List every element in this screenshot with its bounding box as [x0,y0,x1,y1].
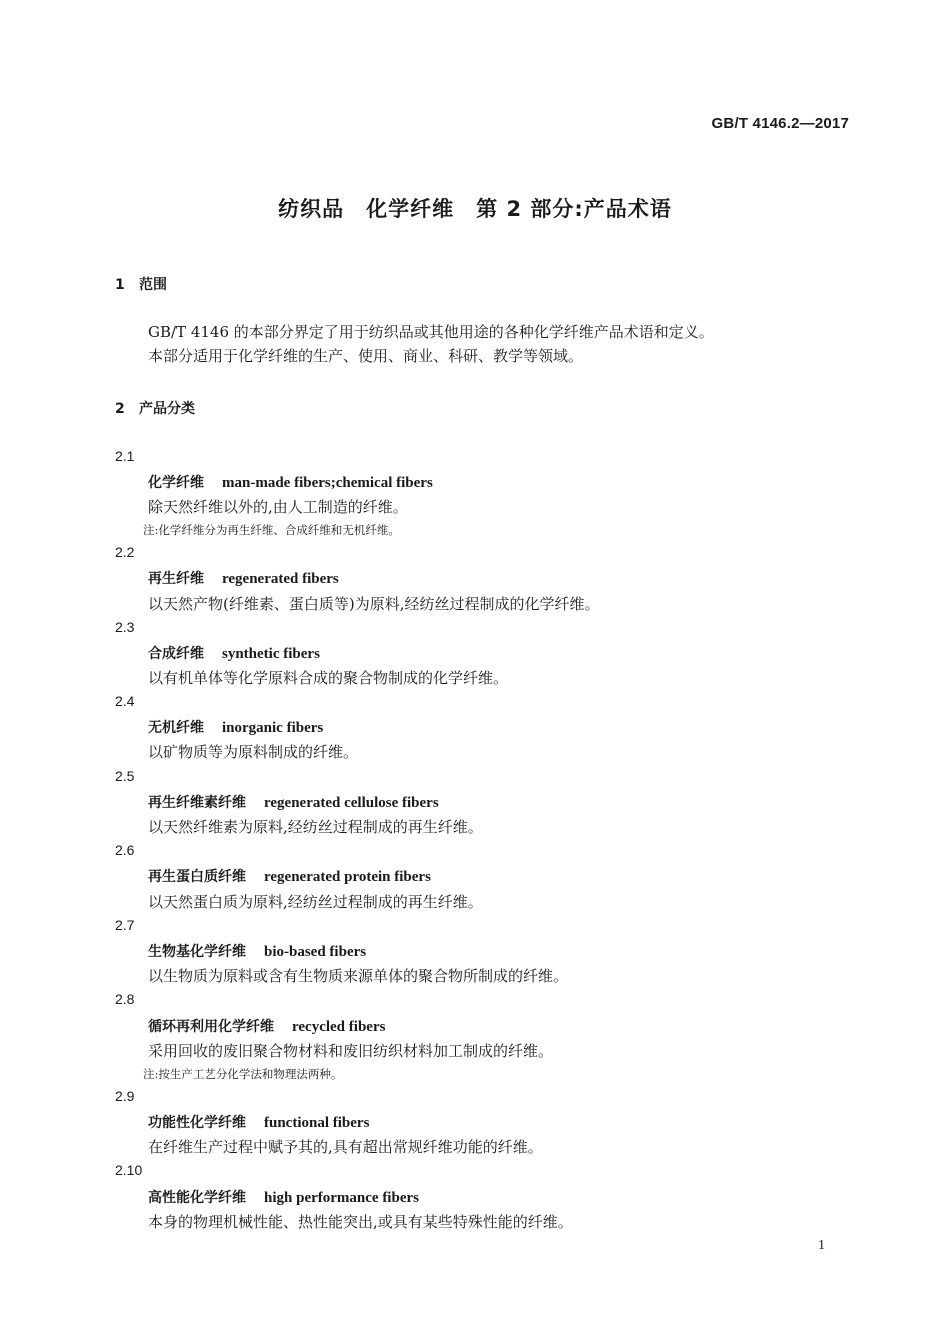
section-number: 1 [115,277,125,293]
term-number: 2.6 [115,842,135,858]
section-title: 范围 [139,277,167,293]
term-definition: 以生物质为原料或含有生物质来源单体的聚合物所制成的纤维。 [148,967,569,985]
section-1-paragraph-1: GB/T 4146 的本部分界定了用于纺织品或其他用途的各种化学纤维产品术语和定义。 [148,323,714,341]
page-number: 1 [818,1238,825,1253]
term-heading [148,1187,419,1207]
term-chinese: 无机纤维 [148,720,204,736]
term-english: man-made fibers;chemical fibers [222,475,433,491]
section-1-paragraph-2: 本部分适用于化学纤维的生产、使用、商业、科研、教学等领域。 [148,347,584,365]
term-chinese: 高性能化学纤维 [148,1190,246,1206]
term-heading [148,717,323,737]
term-definition: 本身的物理机械性能、热性能突出,或具有某些特殊性能的纤维。 [148,1213,573,1231]
term-definition: 以矿物质等为原料制成的纤维。 [148,743,359,761]
term-note: 注:化学纤维分为再生纤维、合成纤维和无机纤维。 [143,523,400,537]
term-heading [148,568,339,588]
standard-code: GB/T 4146.2—2017 [711,115,849,132]
term-english: regenerated protein fibers [264,869,431,885]
term-heading [148,643,320,663]
term-definition: 以天然纤维素为原料,经纺丝过程制成的再生纤维。 [148,818,483,836]
term-heading [148,941,366,961]
term-chinese: 再生纤维 [148,571,204,587]
term-number: 2.9 [115,1088,135,1104]
term-number: 2.3 [115,619,135,635]
term-heading [148,1016,385,1036]
term-note: 注:按生产工艺分化学法和物理法两种。 [143,1067,343,1081]
term-english: high performance fibers [264,1190,419,1206]
term-number: 2.4 [115,693,135,709]
term-chinese: 生物基化学纤维 [148,944,246,960]
term-number: 2.2 [115,544,135,560]
term-english: regenerated cellulose fibers [264,795,439,811]
term-definition: 除天然纤维以外的,由人工制造的纤维。 [148,498,408,516]
term-number: 2.5 [115,768,135,784]
term-english: functional fibers [264,1115,370,1131]
section-title: 产品分类 [139,401,195,417]
term-number: 2.10 [115,1162,143,1178]
term-chinese: 化学纤维 [148,475,204,491]
section-1-heading [115,274,167,294]
section-number: 2 [115,401,125,417]
term-number: 2.1 [115,448,135,464]
term-heading [148,1112,369,1132]
term-chinese: 循环再利用化学纤维 [148,1019,274,1035]
term-english: regenerated fibers [222,571,339,587]
term-chinese: 合成纤维 [148,646,204,662]
term-definition: 在纤维生产过程中赋予其的,具有超出常规纤维功能的纤维。 [148,1138,543,1156]
term-definition: 以天然产物(纤维素、蛋白质等)为原料,经纺丝过程制成的化学纤维。 [148,595,600,613]
term-chinese: 再生蛋白质纤维 [148,869,246,885]
section-2-heading [115,398,195,418]
term-heading [148,792,439,812]
term-chinese: 功能性化学纤维 [148,1115,246,1131]
term-english: bio-based fibers [264,944,367,960]
term-chinese: 再生纤维素纤维 [148,795,246,811]
term-definition: 采用回收的废旧聚合物材料和废旧纺织材料加工制成的纤维。 [148,1042,554,1060]
term-number: 2.7 [115,917,135,933]
term-definition: 以有机单体等化学原料合成的聚合物制成的化学纤维。 [148,669,509,687]
term-heading [148,866,431,886]
term-english: recycled fibers [292,1019,386,1035]
term-heading [148,472,433,492]
term-english: inorganic fibers [222,720,324,736]
term-number: 2.8 [115,991,135,1007]
term-english: synthetic fibers [222,646,320,662]
page-title: 纺织品 化学纤维 第 2 部分:产品术语 [278,197,672,221]
term-definition: 以天然蛋白质为原料,经纺丝过程制成的再生纤维。 [148,893,483,911]
